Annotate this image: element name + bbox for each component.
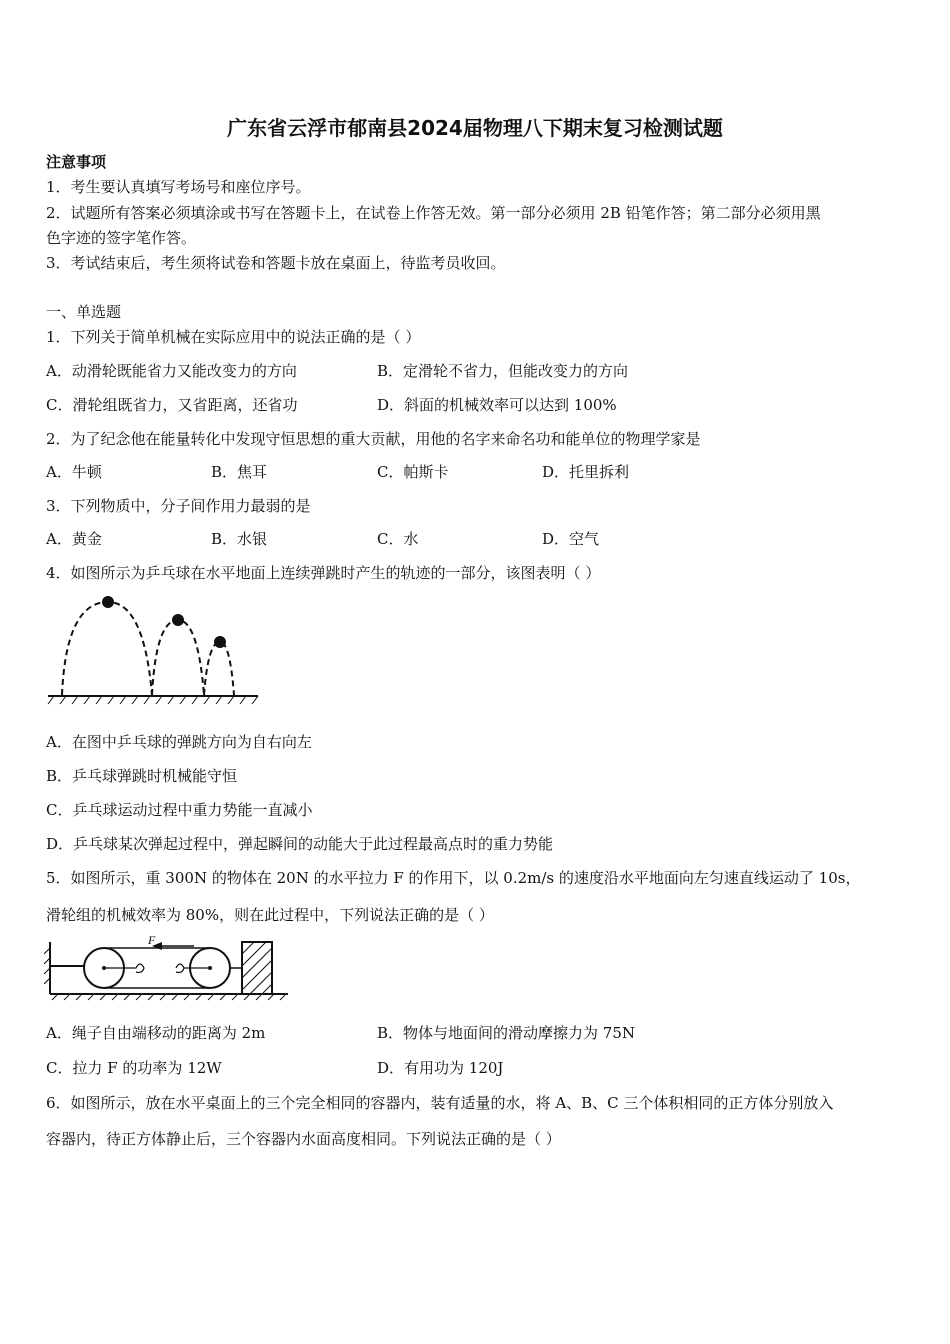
- notice-heading: 注意事项: [46, 153, 107, 171]
- question-5-option-c[interactable]: C．拉力 F 的功率为 12W: [46, 1059, 222, 1077]
- question-3-option-c[interactable]: C．水: [377, 530, 419, 548]
- notice-item-2-cont: 色字迹的签字笔作答。: [46, 229, 197, 247]
- question-1-option-d[interactable]: D．斜面的机械效率可以达到 100%: [377, 396, 617, 414]
- question-1-stem: 1．下列关于简单机械在实际应用中的说法正确的是（ ）: [46, 328, 421, 346]
- question-3-option-b[interactable]: B．水银: [211, 530, 268, 548]
- force-label: F: [148, 934, 156, 947]
- question-4-option-c[interactable]: C．乒乓球运动过程中重力势能一直减小: [46, 801, 313, 819]
- question-6-stem-cont: 容器内，待正方体静止后，三个容器内水面高度相同。下列说法正确的是（ ）: [46, 1130, 561, 1148]
- question-3-option-d[interactable]: D．空气: [542, 530, 600, 548]
- question-3-stem: 3．下列物质中，分子间作用力最弱的是: [46, 497, 311, 515]
- question-5-option-a[interactable]: A．绳子自由端移动的距离为 2m: [46, 1024, 266, 1042]
- question-2-stem: 2．为了纪念他在能量转化中发现守恒思想的重大贡献，用他的名字来命名功和能单位的物理学家是: [46, 430, 701, 448]
- ball-second-peak: [172, 614, 184, 626]
- pulley-block-figure: [44, 934, 294, 1002]
- question-2-option-b[interactable]: B．焦耳: [211, 463, 268, 481]
- notice-item-2: 2．试题所有答案必须填涂或书写在答题卡上，在试卷上作答无效。第一部分必须用 2B 铅笔作答；第二部分必须用黑: [46, 204, 821, 222]
- question-5-stem: 5．如图所示，重 300N 的物体在 20N 的水平拉力 F 的作用下，以 0.2m/s 的速度沿水平地面向左匀速直线运动了 10s，: [46, 869, 861, 887]
- question-1-option-a[interactable]: A．动滑轮既能省力又能改变力的方向: [46, 362, 297, 380]
- question-5-option-b[interactable]: B．物体与地面间的滑动摩擦力为 75N: [377, 1024, 636, 1042]
- question-1-option-c[interactable]: C．滑轮组既省力，又省距离，还省功: [46, 396, 298, 414]
- question-2-option-d[interactable]: D．托里拆利: [542, 463, 630, 481]
- question-4-option-b[interactable]: B．乒乓球弹跳时机械能守恒: [46, 767, 238, 785]
- notice-item-3: 3．考试结束后，考生须将试卷和答题卡放在桌面上，待监考员收回。: [46, 254, 506, 272]
- question-5-stem-cont: 滑轮组的机械效率为 80%，则在此过程中，下列说法正确的是（ ）: [46, 906, 494, 924]
- question-5-option-d[interactable]: D．有用功为 120J: [377, 1059, 504, 1077]
- question-4-stem: 4．如图所示为乒乓球在水平地面上连续弹跳时产生的轨迹的一部分，该图表明（ ）: [46, 564, 601, 582]
- question-2-option-a[interactable]: A．牛顿: [46, 463, 102, 481]
- section-heading: 一、单选题: [46, 303, 122, 321]
- ping-pong-bounce-figure: [44, 592, 264, 710]
- question-4-option-d[interactable]: D．乒乓球某次弹起过程中，弹起瞬间的动能大于此过程最高点时的重力势能: [46, 835, 554, 853]
- question-4-option-a[interactable]: A．在图中乒乓球的弹跳方向为自右向左: [46, 733, 312, 751]
- page-title: 广东省云浮市郁南县2024届物理八下期末复习检测试题: [227, 116, 723, 140]
- question-2-option-c[interactable]: C．帕斯卡: [377, 463, 449, 481]
- question-6-stem: 6．如图所示，放在水平桌面上的三个完全相同的容器内，装有适量的水，将 A、B、C 三个体积相同的正方体分别放入: [46, 1094, 834, 1112]
- notice-item-1: 1．考生要认真填写考场号和座位序号。: [46, 178, 311, 196]
- ball-first-peak: [102, 596, 114, 608]
- question-1-option-b[interactable]: B．定滑轮不省力，但能改变力的方向: [377, 362, 629, 380]
- question-3-option-a[interactable]: A．黄金: [46, 530, 102, 548]
- ball-third-peak: [214, 636, 226, 648]
